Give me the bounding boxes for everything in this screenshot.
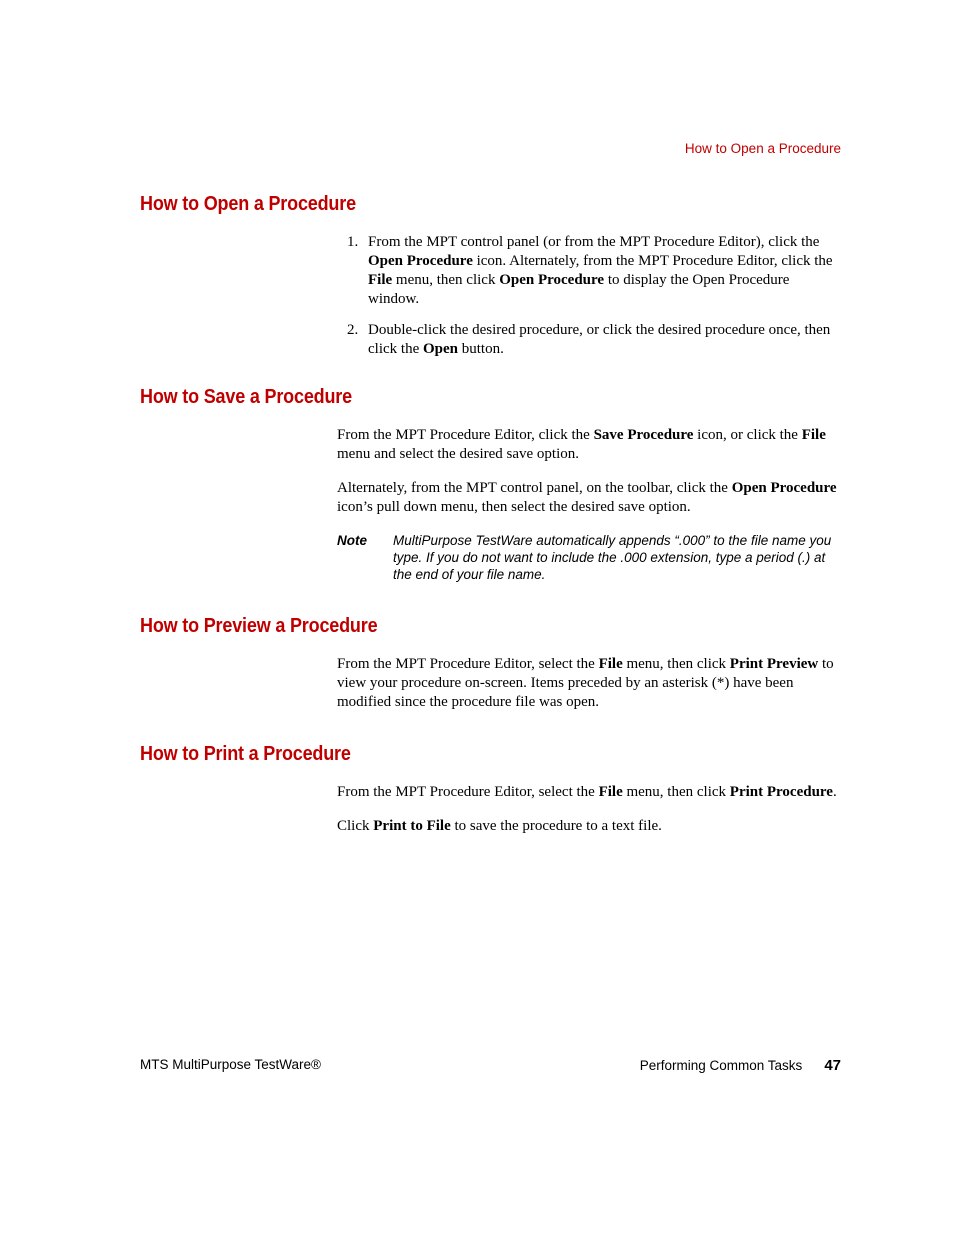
step-item: 2. Double-click the desired procedure, or click the desired procedure once, then click the Open button. xyxy=(347,322,831,357)
save-procedure-body xyxy=(337,426,841,517)
paragraph: From the MPT Procedure Editor, select the File menu, then click Print Preview to view your procedure on-screen. Items preceded by an asterisk (*) have been modified since the procedure file was open. xyxy=(337,656,834,710)
paragraph: Click Print to File to save the procedure to a text file. xyxy=(337,818,662,834)
step-number: 2. xyxy=(347,322,359,338)
running-header: How to Open a Procedure xyxy=(684,141,841,156)
step-number: 1. xyxy=(347,234,359,250)
preview-procedure-body xyxy=(337,655,841,712)
open-procedure-steps xyxy=(337,233,841,359)
note-label: Note xyxy=(337,533,367,548)
note-block xyxy=(337,532,841,583)
footer-product-name: MTS MultiPurpose TestWare® xyxy=(140,1057,321,1072)
heading-print-procedure: How to Print a Procedure xyxy=(140,743,351,765)
paragraph: From the MPT Procedure Editor, click the Save Procedure icon, or click the File menu and select the desired save option. xyxy=(337,427,826,462)
page-number: 47 xyxy=(824,1057,841,1074)
footer-right xyxy=(640,1057,841,1074)
heading-open-procedure: How to Open a Procedure xyxy=(140,193,356,215)
paragraph: Alternately, from the MPT control panel, on the toolbar, click the Open Procedure icon’s pull down menu, then select the desired save option. xyxy=(337,480,837,515)
step-item: 1. From the MPT control panel (or from the MPT Procedure Editor), click the Open Procedure icon. Alternately, from the MPT Procedure Editor, click the File menu, then click Open Procedure to display the Open Procedure window. xyxy=(347,234,833,307)
heading-preview-procedure: How to Preview a Procedure xyxy=(140,615,378,637)
paragraph: From the MPT Procedure Editor, select the File menu, then click Print Procedure. xyxy=(337,784,837,800)
heading-save-procedure: How to Save a Procedure xyxy=(140,386,352,408)
footer-chapter-title: Performing Common Tasks xyxy=(639,1058,803,1073)
print-procedure-body xyxy=(337,783,841,836)
note-text: MultiPurpose TestWare automatically appends “.000” to the file name you type. If you do not want to include the .000 extension, type a period (.) at the end of your file name. xyxy=(393,533,832,582)
